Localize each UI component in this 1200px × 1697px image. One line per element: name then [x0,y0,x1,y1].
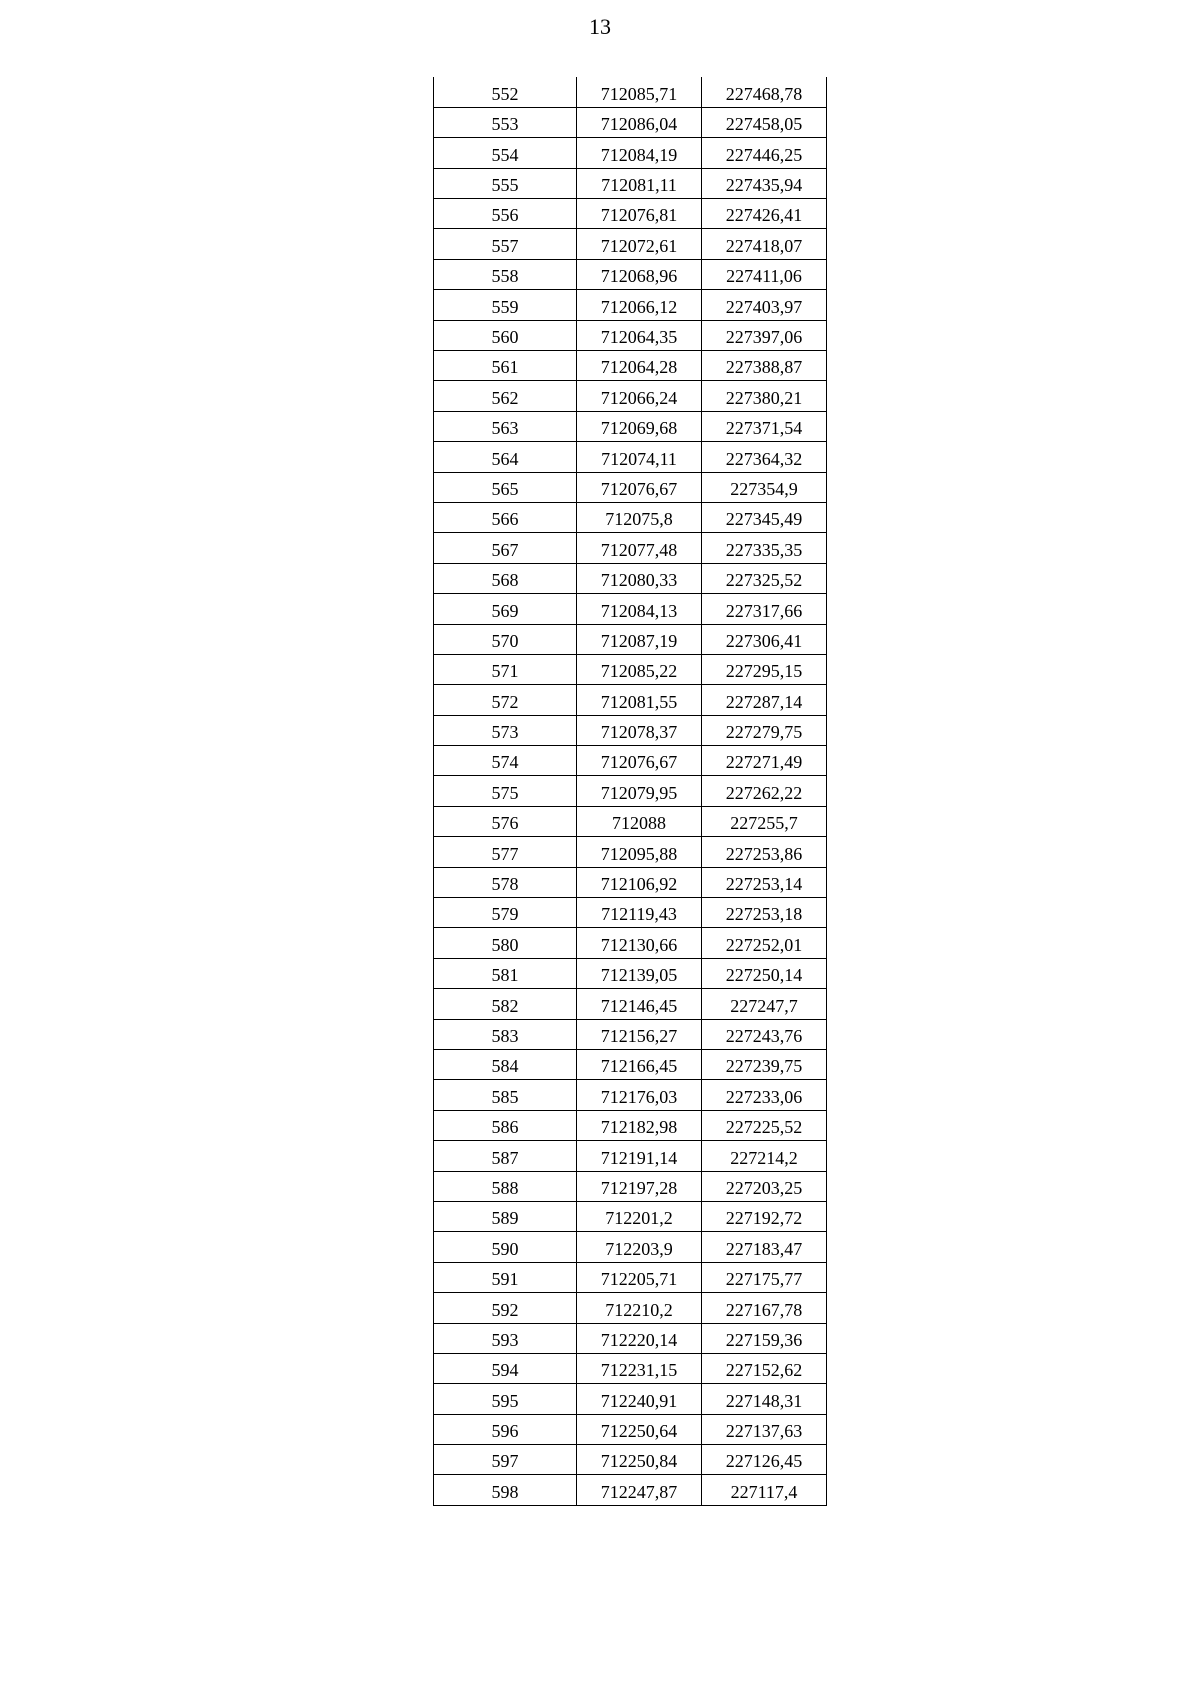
x-coordinate-cell: 712210,2 [577,1293,702,1323]
table-row [434,1323,827,1353]
x-coordinate-cell: 712077,48 [577,533,702,563]
point-number-cell: 588 [434,1171,577,1201]
y-coordinate-cell: 227159,36 [702,1323,827,1353]
y-coordinate-cell: 227250,14 [702,958,827,988]
y-coordinate-cell: 227279,75 [702,715,827,745]
point-number-cell: 566 [434,502,577,532]
table-row [434,320,827,350]
point-number-cell: 567 [434,533,577,563]
point-number-cell: 581 [434,958,577,988]
table-row [434,1080,827,1110]
table-row [434,442,827,472]
x-coordinate-cell: 712074,11 [577,442,702,472]
table-row [434,502,827,532]
point-number-cell: 593 [434,1323,577,1353]
point-number-cell: 587 [434,1141,577,1171]
coordinates-table [433,77,827,1506]
x-coordinate-cell: 712072,61 [577,229,702,259]
y-coordinate-cell: 227262,22 [702,776,827,806]
y-coordinate-cell: 227403,97 [702,290,827,320]
table-row [434,1475,827,1505]
y-coordinate-cell: 227203,25 [702,1171,827,1201]
x-coordinate-cell: 712084,13 [577,594,702,624]
x-coordinate-cell: 712088 [577,806,702,836]
x-coordinate-cell: 712079,95 [577,776,702,806]
x-coordinate-cell: 712086,04 [577,107,702,137]
point-number-cell: 583 [434,1019,577,1049]
point-number-cell: 579 [434,898,577,928]
table-row [434,1019,827,1049]
point-number-cell: 556 [434,199,577,229]
y-coordinate-cell: 227345,49 [702,502,827,532]
point-number-cell: 552 [434,77,577,107]
point-number-cell: 597 [434,1445,577,1475]
y-coordinate-cell: 227167,78 [702,1293,827,1323]
point-number-cell: 564 [434,442,577,472]
x-coordinate-cell: 712156,27 [577,1019,702,1049]
table-row [434,746,827,776]
point-number-cell: 573 [434,715,577,745]
table-row [434,928,827,958]
x-coordinate-cell: 712201,2 [577,1201,702,1231]
point-number-cell: 576 [434,806,577,836]
x-coordinate-cell: 712087,19 [577,624,702,654]
point-number-cell: 596 [434,1414,577,1444]
x-coordinate-cell: 712205,71 [577,1262,702,1292]
y-coordinate-cell: 227247,7 [702,989,827,1019]
table-row [434,837,827,867]
y-coordinate-cell: 227335,35 [702,533,827,563]
x-coordinate-cell: 712075,8 [577,502,702,532]
point-number-cell: 557 [434,229,577,259]
x-coordinate-cell: 712081,55 [577,685,702,715]
point-number-cell: 565 [434,472,577,502]
y-coordinate-cell: 227214,2 [702,1141,827,1171]
x-coordinate-cell: 712146,45 [577,989,702,1019]
table-row [434,624,827,654]
y-coordinate-cell: 227397,06 [702,320,827,350]
x-coordinate-cell: 712076,67 [577,746,702,776]
table-row [434,77,827,107]
y-coordinate-cell: 227364,32 [702,442,827,472]
x-coordinate-cell: 712076,81 [577,199,702,229]
table-row [434,472,827,502]
y-coordinate-cell: 227371,54 [702,411,827,441]
y-coordinate-cell: 227117,4 [702,1475,827,1505]
y-coordinate-cell: 227306,41 [702,624,827,654]
x-coordinate-cell: 712069,68 [577,411,702,441]
page-number: 13 [589,14,611,39]
point-number-cell: 594 [434,1353,577,1383]
point-number-cell: 569 [434,594,577,624]
point-number-cell: 575 [434,776,577,806]
x-coordinate-cell: 712078,37 [577,715,702,745]
x-coordinate-cell: 712064,35 [577,320,702,350]
point-number-cell: 561 [434,351,577,381]
y-coordinate-cell: 227252,01 [702,928,827,958]
table-row [434,1293,827,1323]
point-number-cell: 584 [434,1050,577,1080]
table-row [434,989,827,1019]
table-row [434,351,827,381]
point-number-cell: 578 [434,867,577,897]
y-coordinate-cell: 227183,47 [702,1232,827,1262]
table-row [434,1353,827,1383]
table-row [434,563,827,593]
table-row [434,199,827,229]
y-coordinate-cell: 227468,78 [702,77,827,107]
point-number-cell: 572 [434,685,577,715]
x-coordinate-cell: 712066,12 [577,290,702,320]
coordinates-table-body [434,77,827,1505]
y-coordinate-cell: 227271,49 [702,746,827,776]
y-coordinate-cell: 227126,45 [702,1445,827,1475]
y-coordinate-cell: 227152,62 [702,1353,827,1383]
table-row [434,533,827,563]
table-row [434,654,827,684]
table-row [434,259,827,289]
table-row [434,594,827,624]
x-coordinate-cell: 712139,05 [577,958,702,988]
x-coordinate-cell: 712076,67 [577,472,702,502]
y-coordinate-cell: 227354,9 [702,472,827,502]
x-coordinate-cell: 712095,88 [577,837,702,867]
x-coordinate-cell: 712080,33 [577,563,702,593]
y-coordinate-cell: 227192,72 [702,1201,827,1231]
point-number-cell: 592 [434,1293,577,1323]
table-row [434,1141,827,1171]
y-coordinate-cell: 227225,52 [702,1110,827,1140]
table-row [434,138,827,168]
y-coordinate-cell: 227435,94 [702,168,827,198]
table-row [434,107,827,137]
y-coordinate-cell: 227426,41 [702,199,827,229]
y-coordinate-cell: 227446,25 [702,138,827,168]
y-coordinate-cell: 227253,18 [702,898,827,928]
table-row [434,898,827,928]
y-coordinate-cell: 227380,21 [702,381,827,411]
table-row [434,958,827,988]
x-coordinate-cell: 712081,11 [577,168,702,198]
table-row [434,1262,827,1292]
table-row [434,1201,827,1231]
point-number-cell: 570 [434,624,577,654]
table-row [434,290,827,320]
point-number-cell: 577 [434,837,577,867]
y-coordinate-cell: 227287,14 [702,685,827,715]
x-coordinate-cell: 712247,87 [577,1475,702,1505]
x-coordinate-cell: 712064,28 [577,351,702,381]
table-row [434,411,827,441]
x-coordinate-cell: 712106,92 [577,867,702,897]
table-row [434,381,827,411]
y-coordinate-cell: 227243,76 [702,1019,827,1049]
x-coordinate-cell: 712166,45 [577,1050,702,1080]
x-coordinate-cell: 712191,14 [577,1141,702,1171]
y-coordinate-cell: 227233,06 [702,1080,827,1110]
point-number-cell: 568 [434,563,577,593]
y-coordinate-cell: 227148,31 [702,1384,827,1414]
point-number-cell: 585 [434,1080,577,1110]
table-row [434,776,827,806]
table-row [434,1445,827,1475]
point-number-cell: 586 [434,1110,577,1140]
table-row [434,1232,827,1262]
point-number-cell: 553 [434,107,577,137]
y-coordinate-cell: 227253,14 [702,867,827,897]
table-row [434,229,827,259]
table-row [434,1414,827,1444]
table-row [434,1050,827,1080]
point-number-cell: 595 [434,1384,577,1414]
point-number-cell: 563 [434,411,577,441]
point-number-cell: 591 [434,1262,577,1292]
point-number-cell: 571 [434,654,577,684]
x-coordinate-cell: 712084,19 [577,138,702,168]
x-coordinate-cell: 712197,28 [577,1171,702,1201]
x-coordinate-cell: 712176,03 [577,1080,702,1110]
point-number-cell: 598 [434,1475,577,1505]
x-coordinate-cell: 712085,22 [577,654,702,684]
table-row [434,168,827,198]
table-row [434,1171,827,1201]
x-coordinate-cell: 712182,98 [577,1110,702,1140]
y-coordinate-cell: 227317,66 [702,594,827,624]
point-number-cell: 589 [434,1201,577,1231]
point-number-cell: 555 [434,168,577,198]
x-coordinate-cell: 712085,71 [577,77,702,107]
y-coordinate-cell: 227325,52 [702,563,827,593]
y-coordinate-cell: 227295,15 [702,654,827,684]
point-number-cell: 580 [434,928,577,958]
point-number-cell: 559 [434,290,577,320]
y-coordinate-cell: 227388,87 [702,351,827,381]
point-number-cell: 582 [434,989,577,1019]
table-row [434,806,827,836]
x-coordinate-cell: 712231,15 [577,1353,702,1383]
point-number-cell: 590 [434,1232,577,1262]
x-coordinate-cell: 712220,14 [577,1323,702,1353]
x-coordinate-cell: 712068,96 [577,259,702,289]
x-coordinate-cell: 712203,9 [577,1232,702,1262]
point-number-cell: 574 [434,746,577,776]
x-coordinate-cell: 712240,91 [577,1384,702,1414]
x-coordinate-cell: 712250,84 [577,1445,702,1475]
y-coordinate-cell: 227175,77 [702,1262,827,1292]
table-row [434,867,827,897]
y-coordinate-cell: 227411,06 [702,259,827,289]
x-coordinate-cell: 712130,66 [577,928,702,958]
y-coordinate-cell: 227458,05 [702,107,827,137]
point-number-cell: 562 [434,381,577,411]
point-number-cell: 560 [434,320,577,350]
table-row [434,715,827,745]
x-coordinate-cell: 712250,64 [577,1414,702,1444]
y-coordinate-cell: 227137,63 [702,1414,827,1444]
y-coordinate-cell: 227253,86 [702,837,827,867]
y-coordinate-cell: 227239,75 [702,1050,827,1080]
table-row [434,685,827,715]
point-number-cell: 554 [434,138,577,168]
y-coordinate-cell: 227255,7 [702,806,827,836]
y-coordinate-cell: 227418,07 [702,229,827,259]
x-coordinate-cell: 712119,43 [577,898,702,928]
x-coordinate-cell: 712066,24 [577,381,702,411]
point-number-cell: 558 [434,259,577,289]
table-row [434,1384,827,1414]
table-row [434,1110,827,1140]
